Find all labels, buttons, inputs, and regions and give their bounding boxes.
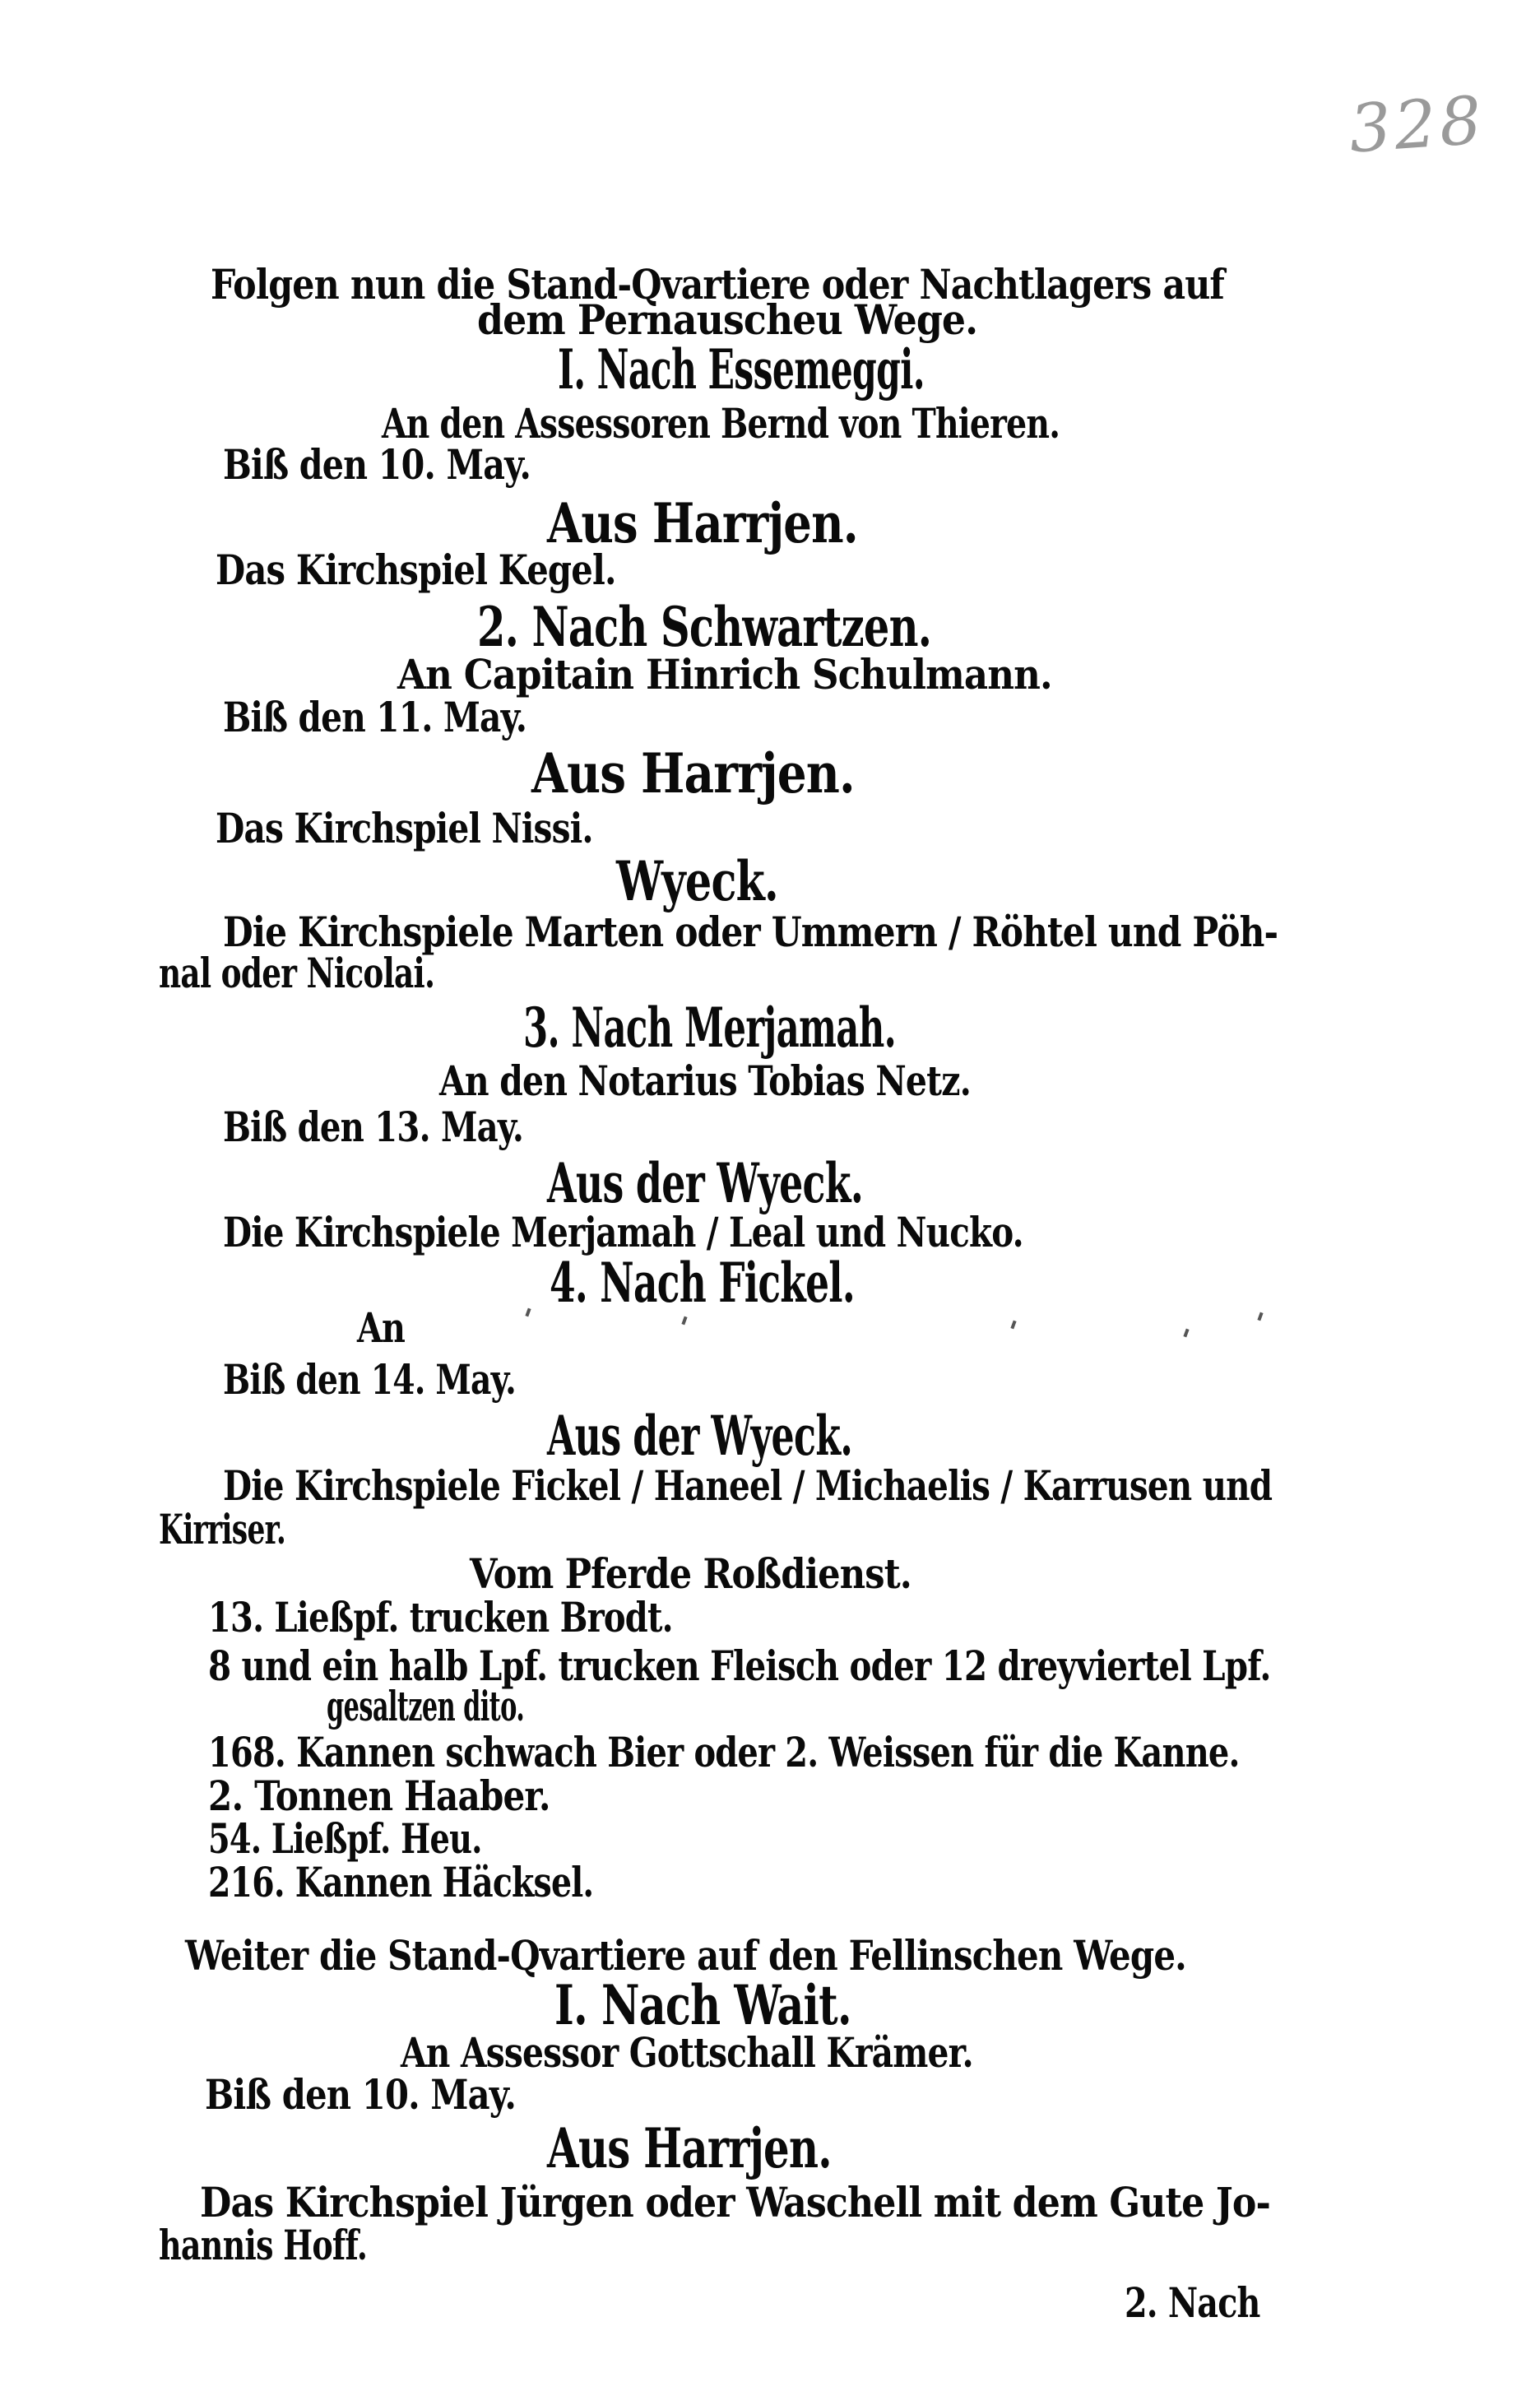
station-heading: I. Nach Essemeggi. (558, 337, 925, 402)
provision-item: 13. Ließpf. trucken Brodt. (208, 1593, 673, 1641)
section-intro: Weiter die Stand-Qvartiere auf den Fellinschen Wege. (185, 1931, 1186, 1980)
parish-line: Das Kirchspiel Nissi. (216, 804, 593, 852)
station-heading: I. Nach Wait. (554, 1973, 851, 2037)
station-heading: 2. Nach Schwartzen. (477, 595, 932, 659)
provision-item: 54. Ließpf. Heu. (208, 1814, 482, 1863)
parish-line: Die Kirchspiele Merjamah / Leal und Nucko. (223, 1208, 1023, 1256)
district-heading: Aus der Wyeck. (547, 1151, 864, 1215)
station-heading: 4. Nach Fickel. (550, 1251, 856, 1315)
parish-line-cont: hannis Hoff. (159, 2221, 368, 2269)
provision-item: 168. Kannen schwach Bier oder 2. Weissen für die Kanne. (208, 1728, 1240, 1776)
provisions-heading: Vom Pferde Roßdienst. (470, 1549, 911, 1598)
parish-line: Die Kirchspiele Marten oder Ummern / Röhtel und Pöh- (223, 908, 1278, 956)
handwritten-page-number: 328 (1346, 81, 1487, 168)
faded-ink-speck (1010, 1321, 1016, 1330)
provision-item: 8 und ein halb Lpf. trucken Fleisch oder 12 dreyviertel Lpf. (208, 1641, 1271, 1690)
host-line: An Assessor Gottschall Krämer. (401, 2028, 973, 2077)
host-line: An den Assessoren Bernd von Thieren. (382, 399, 1060, 448)
section-intro-cont: dem Pernauscheu Wege. (477, 295, 978, 344)
provision-item: 216. Kannen Häcksel. (208, 1858, 594, 1906)
date-line: Biß den 10. May. (223, 440, 531, 489)
parish-line-cont: nal oder Nicolai. (159, 949, 435, 997)
date-line: Biß den 13. May. (223, 1103, 524, 1151)
faded-ink-speck (1183, 1329, 1189, 1338)
date-line: Biß den 11. May. (223, 693, 527, 741)
district-heading: Aus Harrjen. (547, 491, 858, 555)
host-line: An den Notarius Tobias Netz. (439, 1056, 972, 1105)
parish-line-cont: Kirriser. (159, 1505, 286, 1553)
date-line: Biß den 10. May. (205, 2070, 517, 2119)
station-heading: 3. Nach Merjamah. (523, 996, 897, 1060)
section-intro: Folgen nun die Stand-Qvartiere oder Nachtlagers auf (211, 260, 1224, 309)
parish-line: Das Kirchspiel Jürgen oder Waschell mit dem Gute Jo- (200, 2178, 1270, 2227)
district-heading: Aus Harrjen. (531, 741, 855, 806)
faded-ink-speck (681, 1316, 687, 1326)
catchword: 2. Nach (1125, 2278, 1260, 2327)
district-heading: Wyeck. (616, 849, 778, 913)
faded-ink-speck (525, 1308, 531, 1317)
parish-line: Das Kirchspiel Kegel. (216, 546, 616, 594)
district-heading: Aus Harrjen. (547, 2116, 832, 2180)
district-heading: Aus der Wyeck. (547, 1404, 853, 1468)
host-line: An Capitain Hinrich Schulmann. (397, 650, 1052, 699)
date-line: Biß den 14. May. (223, 1355, 517, 1404)
parish-line: Die Kirchspiele Fickel / Haneel / Michaelis / Karrusen und (223, 1461, 1273, 1510)
faded-ink-speck (1257, 1312, 1263, 1321)
provision-item: 2. Tonnen Haaber. (208, 1771, 550, 1820)
host-line: An (357, 1303, 406, 1352)
provision-item-cont: gesaltzen dito. (327, 1682, 525, 1730)
